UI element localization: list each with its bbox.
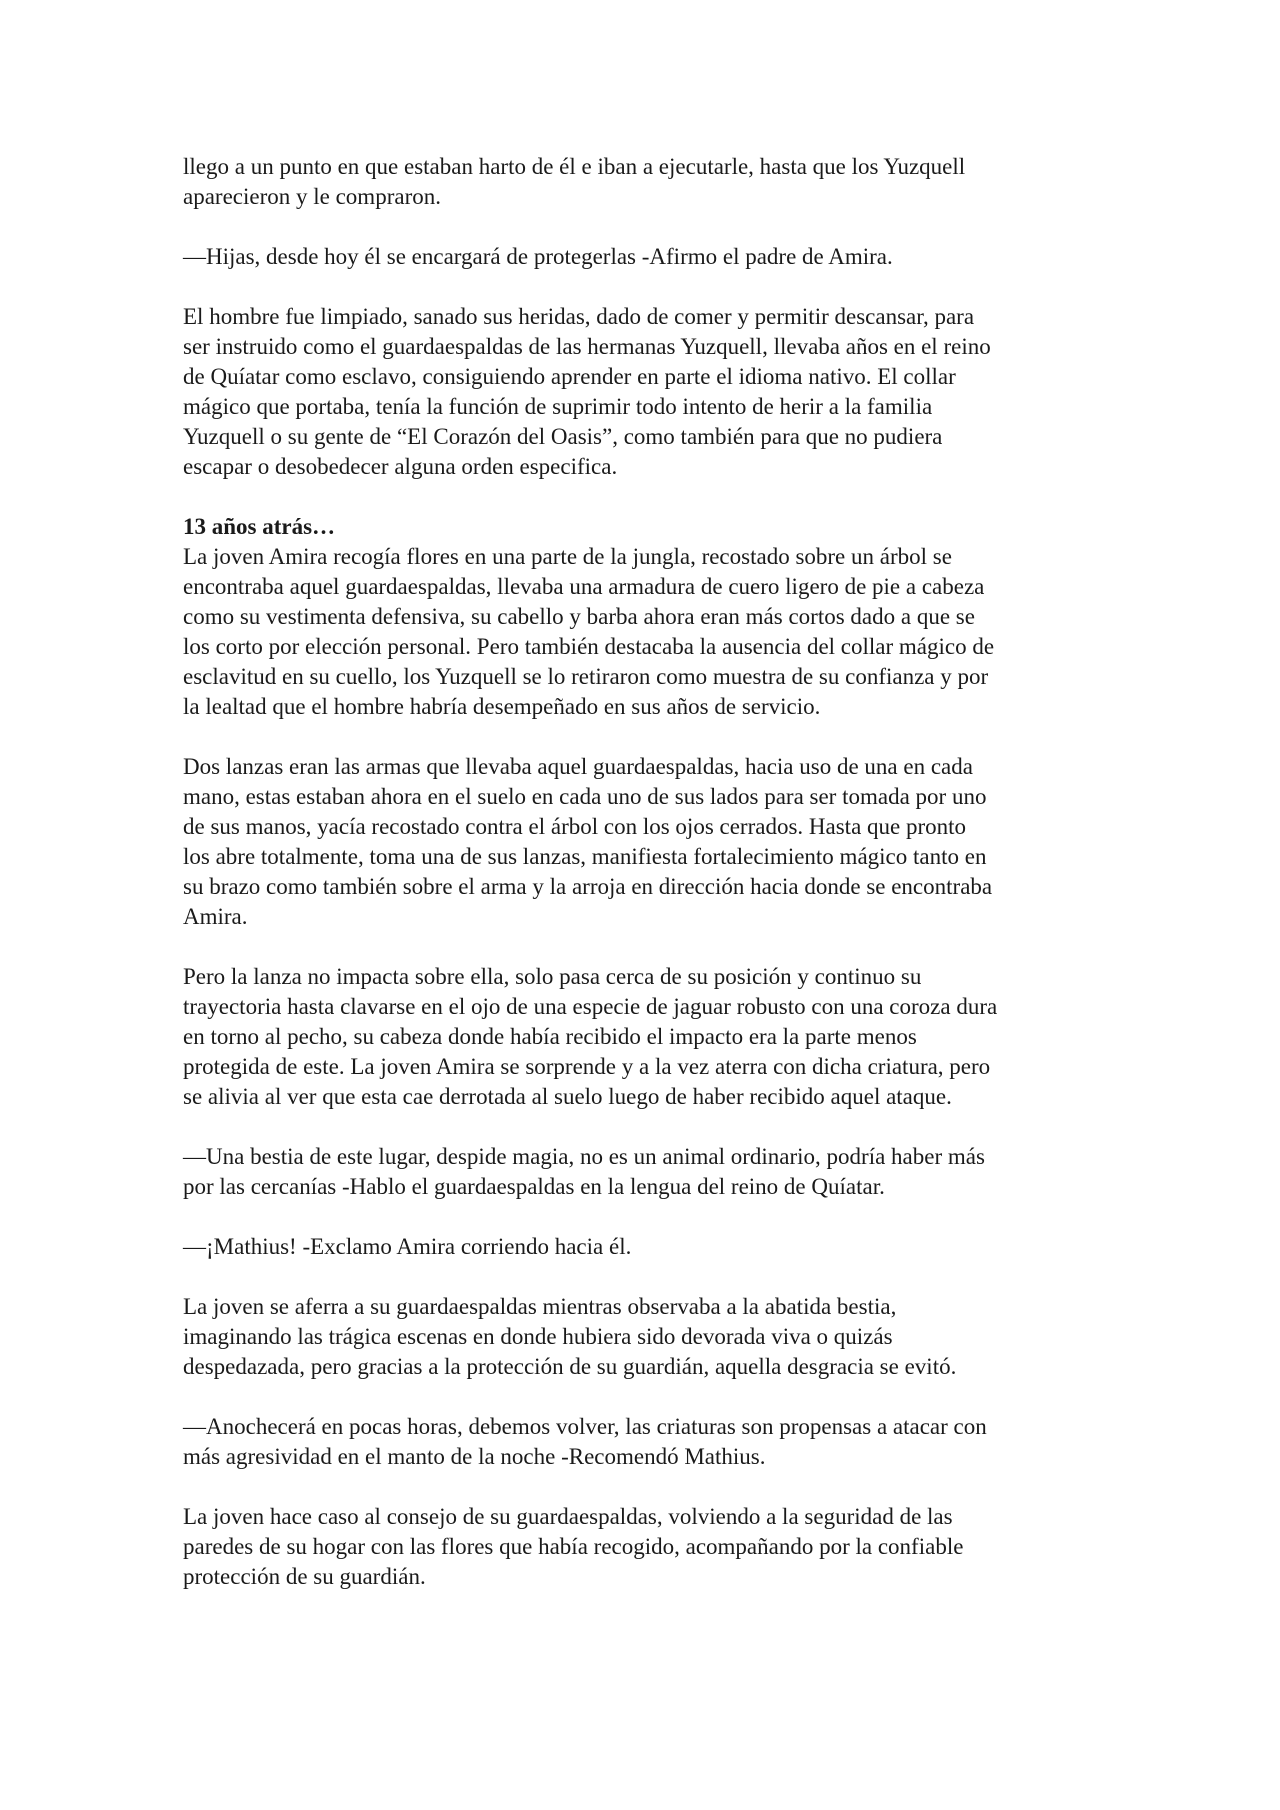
text-line: la lealtad que el hombre habría desempeñado en sus años de servicio. <box>183 694 821 719</box>
text-line: imaginando las trágica escenas en donde hubiera sido devorada viva o quizás <box>183 1324 893 1349</box>
section-heading: 13 años atrás… <box>183 514 336 539</box>
text-line: La joven hace caso al consejo de su guardaespaldas, volviendo a la seguridad de las <box>183 1504 953 1529</box>
text-line: por las cercanías -Hablo el guardaespaldas en la lengua del reino de Quíatar. <box>183 1174 885 1199</box>
text-line: Yuzquell o su gente de “El Corazón del Oasis”, como también para que no pudiera <box>183 424 943 449</box>
text-line: protegida de este. La joven Amira se sorprende y a la vez aterra con dicha criatura, pero <box>183 1054 991 1079</box>
text-line: como su vestimenta defensiva, su cabello y barba ahora eran más cortos dado a que se <box>183 604 975 629</box>
text-line: El hombre fue limpiado, sanado sus heridas, dado de comer y permitir descansar, para <box>183 304 975 329</box>
text-line: aparecieron y le compraron. <box>183 184 441 209</box>
paragraph <box>183 302 1098 482</box>
document-body <box>183 152 1098 1592</box>
text-line: Pero la lanza no impacta sobre ella, solo pasa cerca de su posición y continuo su <box>183 964 922 989</box>
text-line: encontraba aquel guardaespaldas, llevaba una armadura de cuero ligero de pie a cabeza <box>183 574 985 599</box>
paragraph <box>183 152 1098 212</box>
paragraph <box>183 512 1098 722</box>
text-line: más agresividad en el manto de la noche -Recomendó Mathius. <box>183 1444 766 1469</box>
paragraph <box>183 1142 1098 1202</box>
text-line: trayectoria hasta clavarse en el ojo de una especie de jaguar robusto con una coroza dura <box>183 994 998 1019</box>
paragraph <box>183 962 1098 1112</box>
paragraph <box>183 1412 1098 1472</box>
text-line: despedazada, pero gracias a la protección de su guardián, aquella desgracia se evitó. <box>183 1354 957 1379</box>
text-line: mágico que portaba, tenía la función de suprimir todo intento de herir a la familia <box>183 394 933 419</box>
text-line: su brazo como también sobre el arma y la arroja en dirección hacia donde se encontraba <box>183 874 993 899</box>
text-line: en torno al pecho, su cabeza donde había recibido el impacto era la parte menos <box>183 1024 917 1049</box>
text-line: escapar o desobedecer alguna orden especifica. <box>183 454 618 479</box>
text-line: los abre totalmente, toma una de sus lanzas, manifiesta fortalecimiento mágico tanto en <box>183 844 987 869</box>
text-line: La joven Amira recogía flores en una parte de la jungla, recostado sobre un árbol se <box>183 544 952 569</box>
paragraph <box>183 752 1098 932</box>
text-line: mano, estas estaban ahora en el suelo en cada uno de sus lados para ser tomada por uno <box>183 784 987 809</box>
text-line: esclavitud en su cuello, los Yuzquell se lo retiraron como muestra de su confianza y por <box>183 664 989 689</box>
paragraph <box>183 1292 1098 1382</box>
text-line: Dos lanzas eran las armas que llevaba aquel guardaespaldas, hacia uso de una en cada <box>183 754 973 779</box>
text-line: —Hijas, desde hoy él se encargará de protegerlas -Afirmo el padre de Amira. <box>183 244 893 269</box>
text-line: paredes de su hogar con las flores que había recogido, acompañando por la confiable <box>183 1534 964 1559</box>
text-line: llego a un punto en que estaban harto de él e iban a ejecutarle, hasta que los Yuzquell <box>183 154 966 179</box>
paragraph <box>183 242 1098 272</box>
text-line: se alivia al ver que esta cae derrotada al suelo luego de haber recibido aquel ataque. <box>183 1084 952 1109</box>
text-line: de sus manos, yacía recostado contra el árbol con los ojos cerrados. Hasta que pronto <box>183 814 967 839</box>
paragraph <box>183 1232 1098 1262</box>
text-line: —Una bestia de este lugar, despide magia, no es un animal ordinario, podría haber más <box>183 1144 985 1169</box>
paragraph <box>183 1502 1098 1592</box>
text-line: ser instruido como el guardaespaldas de las hermanas Yuzquell, llevaba años en el reino <box>183 334 991 359</box>
text-line: Amira. <box>183 904 248 929</box>
text-line: protección de su guardián. <box>183 1564 426 1589</box>
text-line: —Anochecerá en pocas horas, debemos volver, las criaturas son propensas a atacar con <box>183 1414 987 1439</box>
text-line: de Quíatar como esclavo, consiguiendo aprender en parte el idioma nativo. El collar <box>183 364 956 389</box>
text-line: La joven se aferra a su guardaespaldas mientras observaba a la abatida bestia, <box>183 1294 897 1319</box>
text-line: los corto por elección personal. Pero también destacaba la ausencia del collar mágico de <box>183 634 995 659</box>
text-line: —¡Mathius! -Exclamo Amira corriendo hacia él. <box>183 1234 632 1259</box>
